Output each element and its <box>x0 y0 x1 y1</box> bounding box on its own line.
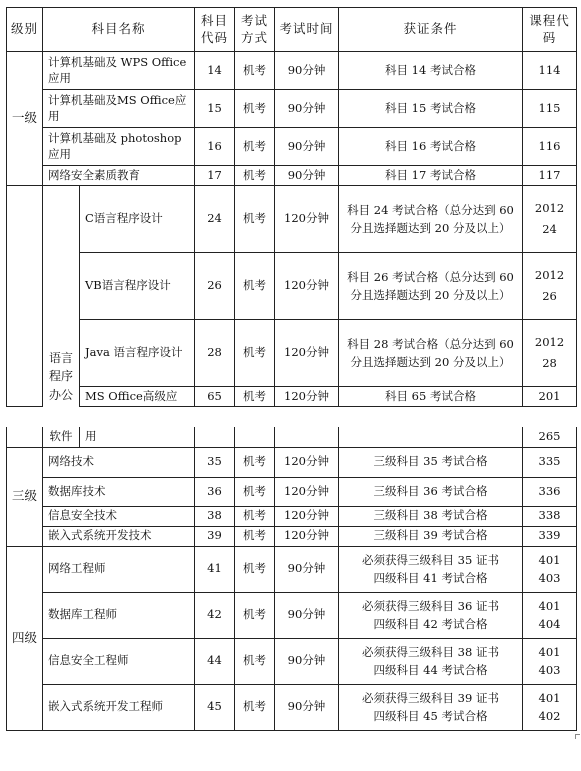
course-code: 115 <box>523 90 577 128</box>
table-row <box>7 253 577 320</box>
exam-method: 机考 <box>235 546 275 592</box>
exam-method: 机考 <box>235 320 275 387</box>
cert-condition-line: 必须获得三级科目 36 证书 <box>362 598 499 613</box>
subject-code: 15 <box>195 90 235 128</box>
subject-code: 35 <box>195 447 235 477</box>
page-corner-mark <box>575 734 580 739</box>
cert-condition <box>339 592 523 638</box>
subject-code: 44 <box>195 638 235 684</box>
course-code: 336 <box>523 477 577 506</box>
exam-method: 机考 <box>235 592 275 638</box>
subject-name: 计算机基础及 WPS Office 应用 <box>43 52 195 90</box>
subject-code: 24 <box>195 186 235 253</box>
table-row <box>7 684 577 730</box>
cert-condition: 三级科目 38 考试合格 <box>339 506 523 526</box>
course-code: 201 <box>523 387 577 407</box>
subject-code: 41 <box>195 546 235 592</box>
course-code-line: 401 <box>538 552 561 567</box>
table-row <box>7 320 577 387</box>
table-row <box>7 506 577 526</box>
subject-name: 数据库技术 <box>43 477 195 506</box>
language-group-continuation: 软件 <box>43 427 80 447</box>
cert-condition <box>339 546 523 592</box>
exam-time: 120分钟 <box>275 447 339 477</box>
cert-condition: 科目 28 考试合格（总分达到 60 分且选择题达到 20 分及以上） <box>339 320 523 387</box>
table-row <box>7 477 577 506</box>
subject-name: 计算机基础及MS Office应用 <box>43 90 195 128</box>
subject-code-empty <box>195 427 235 447</box>
exam-method: 机考 <box>235 526 275 546</box>
header-exam-time: 考试时间 <box>275 8 339 52</box>
level-cell-blank <box>7 186 43 407</box>
course-code-text: 201224 <box>534 201 565 236</box>
exam-time: 120分钟 <box>275 477 339 506</box>
course-code: 114 <box>523 52 577 90</box>
cert-condition: 科目 65 考试合格 <box>339 387 523 407</box>
table-row <box>7 592 577 638</box>
language-group-label: 语言程序办公 <box>48 350 73 402</box>
course-code-line: 404 <box>538 617 561 631</box>
cert-condition: 科目 16 考试合格 <box>339 128 523 166</box>
exam-time: 90分钟 <box>275 52 339 90</box>
cert-condition: 科目 15 考试合格 <box>339 90 523 128</box>
header-subject-code: 科目代码 <box>195 8 235 52</box>
exam-method: 机考 <box>235 506 275 526</box>
subject-name: 嵌入式系统开发技术 <box>43 526 195 546</box>
exam-time: 90分钟 <box>275 546 339 592</box>
cert-condition-line: 必须获得三级科目 39 证书 <box>362 690 499 705</box>
cert-condition-empty <box>339 427 523 447</box>
subject-code: 45 <box>195 684 235 730</box>
table-row <box>7 526 577 546</box>
subject-name: MS Office高级应 <box>80 387 195 407</box>
exam-time: 120分钟 <box>275 186 339 253</box>
course-code-line: 401 <box>538 644 561 659</box>
cert-condition-line: 四级科目 45 考试合格 <box>373 709 488 723</box>
subject-code: 14 <box>195 52 235 90</box>
header-exam-method: 考试方式 <box>235 8 275 52</box>
course-code: 117 <box>523 166 577 186</box>
cert-condition: 三级科目 36 考试合格 <box>339 477 523 506</box>
table-row <box>7 186 577 253</box>
exam-method: 机考 <box>235 447 275 477</box>
cert-condition: 科目 26 考试合格（总分达到 60 分且选择题达到 20 分及以上） <box>339 253 523 320</box>
subject-name: VB语言程序设计 <box>80 253 195 320</box>
exam-time: 120分钟 <box>275 253 339 320</box>
exam-time: 120分钟 <box>275 320 339 387</box>
exam-time: 90分钟 <box>275 684 339 730</box>
subject-code: 28 <box>195 320 235 387</box>
course-code <box>523 638 577 684</box>
subject-name: 数据库工程师 <box>43 592 195 638</box>
course-code <box>523 320 577 387</box>
course-code: 339 <box>523 526 577 546</box>
course-code-text: 201226 <box>534 268 565 303</box>
exam-method: 机考 <box>235 477 275 506</box>
course-code <box>523 684 577 730</box>
subject-name: 信息安全工程师 <box>43 638 195 684</box>
cert-condition <box>339 638 523 684</box>
course-code <box>523 546 577 592</box>
subject-code: 17 <box>195 166 235 186</box>
subject-name: 计算机基础及 photoshop 应用 <box>43 128 195 166</box>
cert-condition-line: 四级科目 41 考试合格 <box>373 571 488 585</box>
table-row <box>7 128 577 166</box>
cert-condition-line: 四级科目 44 考试合格 <box>373 663 488 677</box>
course-code <box>523 186 577 253</box>
course-code-continuation: 265 <box>523 427 577 447</box>
table-row <box>7 90 577 128</box>
cert-condition: 三级科目 35 考试合格 <box>339 447 523 477</box>
cert-condition: 三级科目 39 考试合格 <box>339 526 523 546</box>
exam-time: 90分钟 <box>275 166 339 186</box>
exam-time-empty <box>275 427 339 447</box>
exam-time: 120分钟 <box>275 387 339 407</box>
header-cert-condition: 获证条件 <box>339 8 523 52</box>
level-cell: 一级 <box>7 52 43 186</box>
header-level: 级别 <box>7 8 43 52</box>
table-row <box>7 52 577 90</box>
exam-method: 机考 <box>235 128 275 166</box>
subject-name: Java 语言程序设计 <box>80 320 195 387</box>
exam-method: 机考 <box>235 186 275 253</box>
course-code-text: 201228 <box>534 335 565 370</box>
cert-condition <box>339 684 523 730</box>
subject-code: 16 <box>195 128 235 166</box>
subject-name: 网络安全素质教育 <box>43 166 195 186</box>
subject-code: 38 <box>195 506 235 526</box>
subject-name: C语言程序设计 <box>80 186 195 253</box>
exam-time: 90分钟 <box>275 638 339 684</box>
exam-time: 90分钟 <box>275 128 339 166</box>
subject-code: 36 <box>195 477 235 506</box>
exam-method: 机考 <box>235 684 275 730</box>
table-row <box>7 546 577 592</box>
exam-method: 机考 <box>235 253 275 320</box>
header-subject-name: 科目名称 <box>43 8 195 52</box>
level-cell-blank <box>7 427 43 447</box>
cert-condition: 科目 14 考试合格 <box>339 52 523 90</box>
exam-time: 90分钟 <box>275 90 339 128</box>
cert-condition-line: 四级科目 42 考试合格 <box>373 617 488 631</box>
level-cell: 三级 <box>7 447 43 546</box>
level-cell: 四级 <box>7 546 43 730</box>
exam-time: 90分钟 <box>275 592 339 638</box>
exam-subjects-table-page2 <box>6 427 577 731</box>
table-row <box>7 387 577 407</box>
cert-condition: 科目 17 考试合格 <box>339 166 523 186</box>
table-row <box>7 447 577 477</box>
course-code: 116 <box>523 128 577 166</box>
continuation-row <box>7 427 577 447</box>
course-code-line: 403 <box>538 571 561 585</box>
subject-code: 39 <box>195 526 235 546</box>
cert-condition: 科目 24 考试合格（总分达到 60 分且选择题达到 20 分及以上） <box>339 186 523 253</box>
subject-code: 65 <box>195 387 235 407</box>
course-code-line: 401 <box>538 690 561 705</box>
exam-method: 机考 <box>235 166 275 186</box>
page-break-gap <box>0 417 581 426</box>
subject-code: 42 <box>195 592 235 638</box>
course-code <box>523 592 577 638</box>
language-group-cell <box>43 186 80 407</box>
exam-method: 机考 <box>235 90 275 128</box>
header-row <box>7 8 577 52</box>
cert-condition-line: 必须获得三级科目 35 证书 <box>362 552 499 567</box>
exam-method: 机考 <box>235 638 275 684</box>
subject-name: 网络工程师 <box>43 546 195 592</box>
exam-time: 120分钟 <box>275 526 339 546</box>
table-row <box>7 166 577 186</box>
course-code-line: 403 <box>538 663 561 677</box>
header-course-code: 课程代码 <box>523 8 577 52</box>
exam-method-empty <box>235 427 275 447</box>
exam-method: 机考 <box>235 52 275 90</box>
subject-code: 26 <box>195 253 235 320</box>
subject-name: 嵌入式系统开发工程师 <box>43 684 195 730</box>
course-code: 335 <box>523 447 577 477</box>
subject-name-continuation: 用 <box>80 427 195 447</box>
course-code-line: 402 <box>538 709 561 723</box>
exam-time: 120分钟 <box>275 506 339 526</box>
course-code-line: 401 <box>538 598 561 613</box>
course-code <box>523 253 577 320</box>
subject-name: 信息安全技术 <box>43 506 195 526</box>
subject-name: 网络技术 <box>43 447 195 477</box>
exam-method: 机考 <box>235 387 275 407</box>
exam-subjects-table-page1 <box>6 7 577 407</box>
cert-condition-line: 必须获得三级科目 38 证书 <box>362 644 499 659</box>
table-row <box>7 638 577 684</box>
course-code: 338 <box>523 506 577 526</box>
